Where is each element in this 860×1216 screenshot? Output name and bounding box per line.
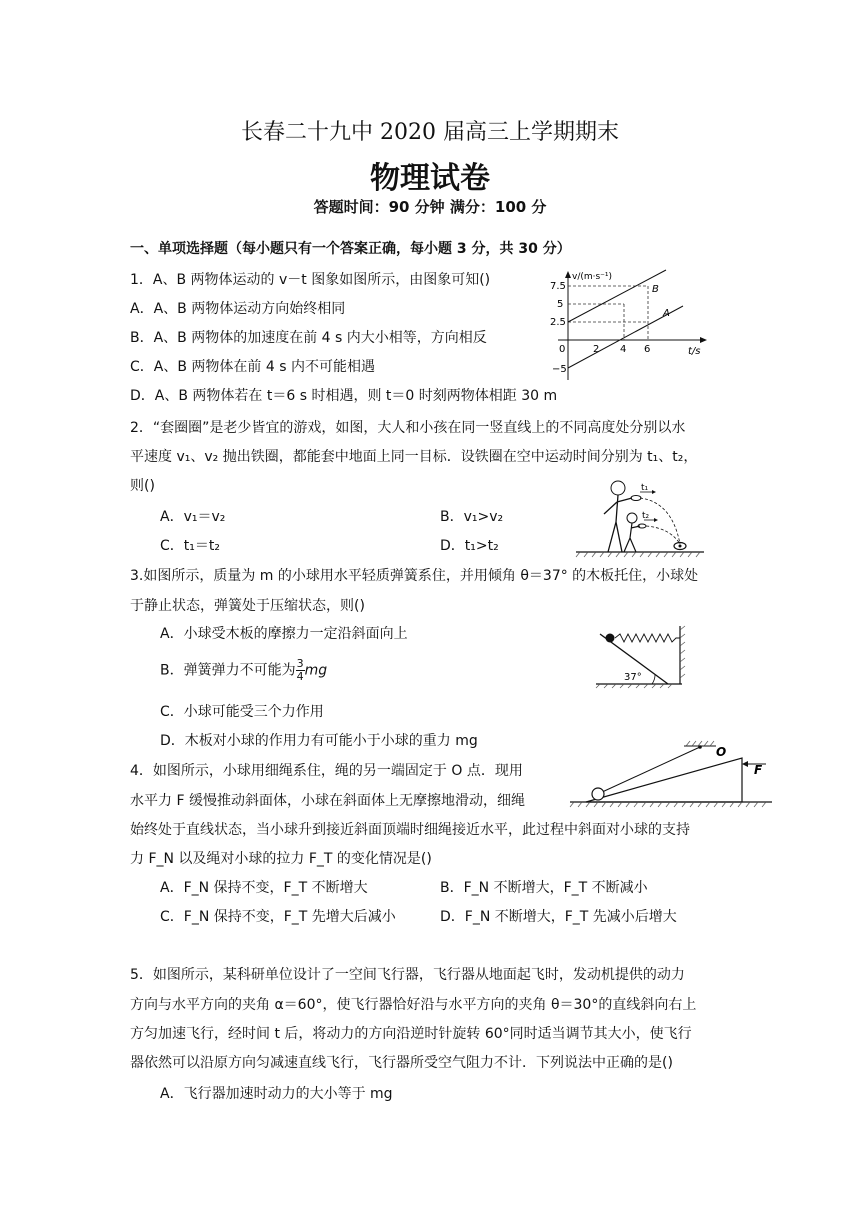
q1-option-c: C．A、B 两物体在前 4 s 内不可能相遇 [130,359,375,375]
q1-line-label-b: B [652,284,659,295]
exam-info: 答题时间：90 分钟 满分：100 分 [313,198,547,216]
q1-graph-ytick: −5 [552,364,567,375]
q5-option-a: A．飞行器加速时动力的大小等于 mg [160,1086,393,1102]
q5-stem-line3: 方匀加速飞行，经时间 t 后，将动力的方向沿逆时针旋转 60°同时适当调节其大小，使飞行 [130,1026,692,1042]
q3-stem-line1: 3.如图所示，质量为 m 的小球用水平轻质弹簧系住，并用倾角 θ＝37° 的木板托住，小球处 [130,568,699,584]
q1-line-label-a: A [663,308,670,319]
q1-graph-xtick: 4 [620,344,627,355]
q1-graph-ytick: 5 [557,299,564,310]
q3-option-b-suffix: mg [304,662,328,679]
q3-option-b [160,658,327,683]
school-title: 长春二十九中 2020 届高三上学期期末 [241,120,619,145]
q4-option-c: C．F_N 保持不变，F_T 先增大后减小 [160,909,396,925]
q3-option-b-prefix: B．弹簧弹力不可能为 [160,662,296,679]
q1-graph-xlabel: t/s [688,346,701,357]
q4-label-f: F [754,763,763,777]
q3-option-d: D．木板对小球的作用力有可能小于小球的重力 mg [160,733,478,749]
q3-option-a: A．小球受木板的摩擦力一定沿斜面向上 [160,626,408,642]
q2-stem-line1: 2．“套圈圈”是老少皆宜的游戏，如图，大人和小孩在同一竖直线上的不同高度处分别以水 [130,420,686,436]
q2-ring-toss-figure [574,476,706,560]
q4-option-a: A．F_N 保持不变，F_T 不断增大 [160,880,368,896]
section-heading: 一、单项选择题（每小题只有一个答案正确，每小题 3 分，共 30 分） [130,241,571,257]
q1-graph-ytick: 0 [559,344,566,355]
q3-angle-label: 37° [624,672,642,683]
q3-option-c: C．小球可能受三个力作用 [160,704,324,720]
q5-stem-line2: 方向与水平方向的夹角 α＝60°，使飞行器恰好沿与水平方向的夹角 θ＝30°的直线斜向右上 [130,997,697,1013]
q4-stem-line4: 力 F_N 以及绳对小球的拉力 F_T 的变化情况是() [130,851,432,867]
q2-option-a: A．v₁＝v₂ [160,509,226,525]
q4-label-o: O [716,745,727,759]
q3-fraction-denominator: 4 [296,670,304,683]
q1-graph-ytick: 2.5 [550,317,566,328]
q4-stem-line2: 水平力 F 缓慢推动斜面体，小球在斜面体上无摩擦地滑动，细绳 [130,793,525,809]
q2-label-t1: t₁ [641,483,649,493]
q1-graph-xtick: 6 [644,344,651,355]
q1-graph-xtick: 2 [593,344,600,355]
q4-option-b: B．F_N 不断增大，F_T 不断减小 [440,880,648,896]
q3-fraction-numerator: 3 [296,657,304,670]
q2-stem-line3: 则() [130,478,155,494]
q1-stem: 1．A、B 两物体运动的 v－t 图象如图所示，由图象可知() [130,272,491,288]
q3-spring-incline-figure [592,622,696,690]
q3-fraction [296,658,305,683]
q2-option-b: B．v₁>v₂ [440,509,504,525]
q2-option-d: D．t₁>t₂ [440,538,499,554]
q2-option-c: C．t₁＝t₂ [160,538,220,554]
q3-stem-line2: 于静止状态，弹簧处于压缩状态，则() [130,598,365,614]
q2-label-t2: t₂ [642,511,650,521]
q1-option-a: A．A、B 两物体运动方向始终相同 [130,301,346,317]
q1-option-b: B．A、B 两物体的加速度在前 4 s 内大小相等，方向相反 [130,330,487,346]
q1-graph-ytick: 7.5 [550,281,566,292]
q4-stem-line1: 4．如图所示，小球用细绳系住，绳的另一端固定于 O 点．现用 [130,763,523,779]
subject-title: 物理试卷 [370,161,490,196]
q1-option-d: D．A、B 两物体若在 t＝6 s 时相遇，则 t＝0 时刻两物体相距 30 m [130,388,558,404]
q4-stem-line3: 始终处于直线状态，当小球升到接近斜面顶端时细绳接近水平，此过程中斜面对小球的支持 [130,822,690,838]
q4-option-d: D．F_N 不断增大，F_T 先减小后增大 [440,909,677,925]
q1-graph-ylabel: v/(m·s⁻¹) [572,272,613,282]
q2-stem-line2: 平速度 v₁、v₂ 抛出铁圈，都能套中地面上同一目标．设铁圈在空中运动时间分别为 t₁、t₂， [130,449,698,465]
q1-vt-graph [548,268,710,384]
q5-stem-line4: 器依然可以沿原方向匀减速直线飞行，飞行器所受空气阻力不计．下列说法中正确的是() [130,1055,673,1071]
q4-incline-rope-figure [566,738,774,812]
q5-stem-line1: 5．如图所示，某科研单位设计了一空间飞行器，飞行器从地面起飞时，发动机提供的动力 [130,967,685,983]
